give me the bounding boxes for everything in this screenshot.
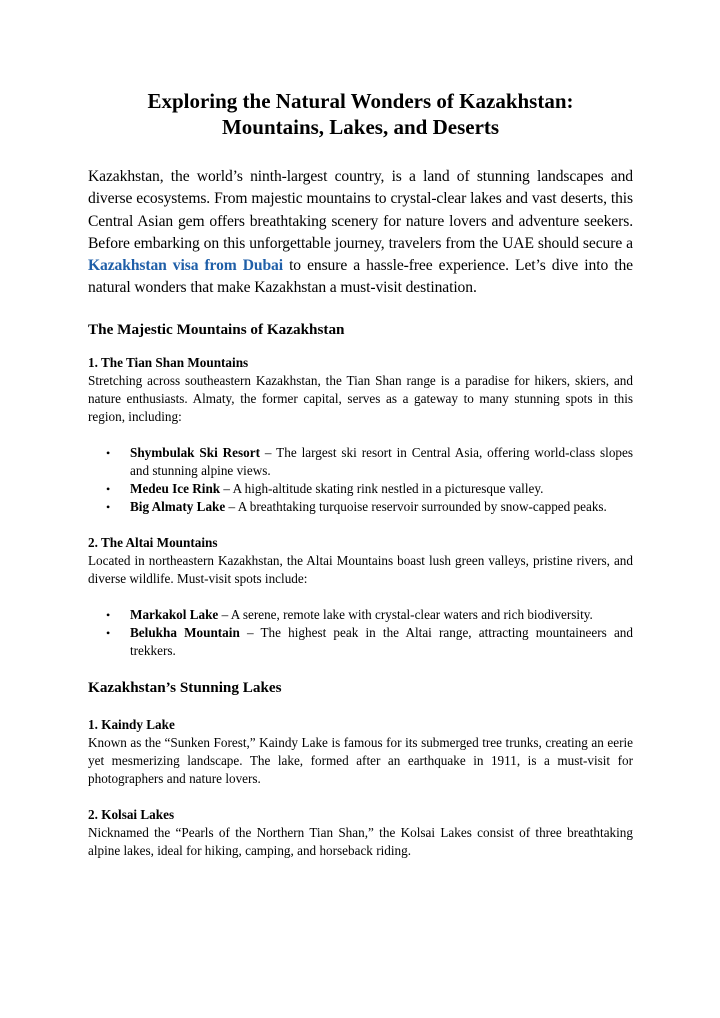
tian-shan-paragraph: Stretching across southeastern Kazakhstan, the Tian Shan range is a paradise for hikers, skiers, and nature enthusiasts. Almaty, the former capital, serves as a gateway to many stunning spots in this region, including: — [88, 372, 633, 424]
intro-text-start: Kazakhstan, the world’s ninth-largest country, is a land of stunning landscapes and diverse ecosystems. From majestic mountains to crystal-clear lakes and vast deserts, this Central Asian gem offers breathtaking scenery for nature lovers and adventure seekers. Before embarking on this unforgettable journey, travelers from the UAE should secure a — [88, 168, 633, 252]
list-item — [106, 606, 633, 624]
list-item-desc: – A high-altitude skating rink nestled in a picturesque valley. — [220, 480, 544, 496]
tian-shan-list — [88, 444, 633, 516]
list-item-term: Medeu Ice Rink — [130, 480, 221, 496]
section-heading-lakes: Kazakhstan’s Stunning Lakes — [88, 678, 282, 696]
list-item — [106, 498, 633, 516]
bullet-icon: • — [106, 607, 111, 622]
bullet-icon: • — [106, 499, 111, 514]
list-item — [106, 444, 633, 480]
list-item — [106, 624, 633, 660]
list-item-term: Belukha Mountain — [130, 624, 240, 640]
list-item-term: Shymbulak Ski Resort — [130, 444, 261, 460]
list-item-desc: – The largest ski resort in Central Asia, offering world-class slopes and stunning alpine views. — [130, 444, 633, 478]
list-item-term: Big Almaty Lake — [130, 498, 226, 514]
subheading-kaindy: 1. Kaindy Lake — [88, 716, 175, 732]
subheading-tian-shan: 1. The Tian Shan Mountains — [88, 354, 249, 370]
intro-text-end: to ensure a hassle-free experience. Let’s dive into the natural wonders that make Kazakhstan a must-visit destination. — [88, 257, 633, 297]
list-item-term: Markakol Lake — [130, 606, 219, 622]
subheading-altai: 2. The Altai Mountains — [88, 534, 218, 550]
title-line-2: Mountains, Lakes, and Deserts — [221, 115, 500, 139]
altai-list — [88, 606, 633, 660]
list-item — [106, 480, 633, 498]
altai-paragraph: Located in northeastern Kazakhstan, the Altai Mountains boast lush green valleys, pristine rivers, and diverse wildlife. Must-visit spots include: — [88, 552, 633, 586]
section-heading-mountains: The Majestic Mountains of Kazakhstan — [88, 320, 345, 338]
bullet-icon: • — [106, 625, 111, 640]
list-item-desc: – A breathtaking turquoise reservoir surrounded by snow-capped peaks. — [225, 498, 607, 514]
subheading-kolsai: 2. Kolsai Lakes — [88, 806, 175, 822]
title-line-1: Exploring the Natural Wonders of Kazakhstan: — [147, 89, 574, 113]
visa-link[interactable]: Kazakhstan visa from Dubai — [88, 257, 283, 275]
bullet-icon: • — [106, 481, 111, 496]
kaindy-paragraph: Known as the “Sunken Forest,” Kaindy Lake is famous for its submerged tree trunks, creating an eerie yet mesmerizing landscape. The lake, formed after an earthquake in 1911, is a must-visit for photographers and nature lovers. — [88, 734, 633, 786]
document-title — [88, 88, 633, 140]
list-item-desc: – The highest peak in the Altai range, attracting mountaineers and trekkers. — [130, 624, 633, 658]
list-item-desc: – A serene, remote lake with crystal-clear waters and rich biodiversity. — [218, 606, 593, 622]
intro-paragraph — [88, 166, 633, 300]
document-page — [88, 88, 633, 860]
bullet-icon: • — [106, 445, 111, 460]
kolsai-paragraph: Nicknamed the “Pearls of the Northern Tian Shan,” the Kolsai Lakes consist of three breathtaking alpine lakes, ideal for hiking, camping, and horseback riding. — [88, 824, 633, 858]
